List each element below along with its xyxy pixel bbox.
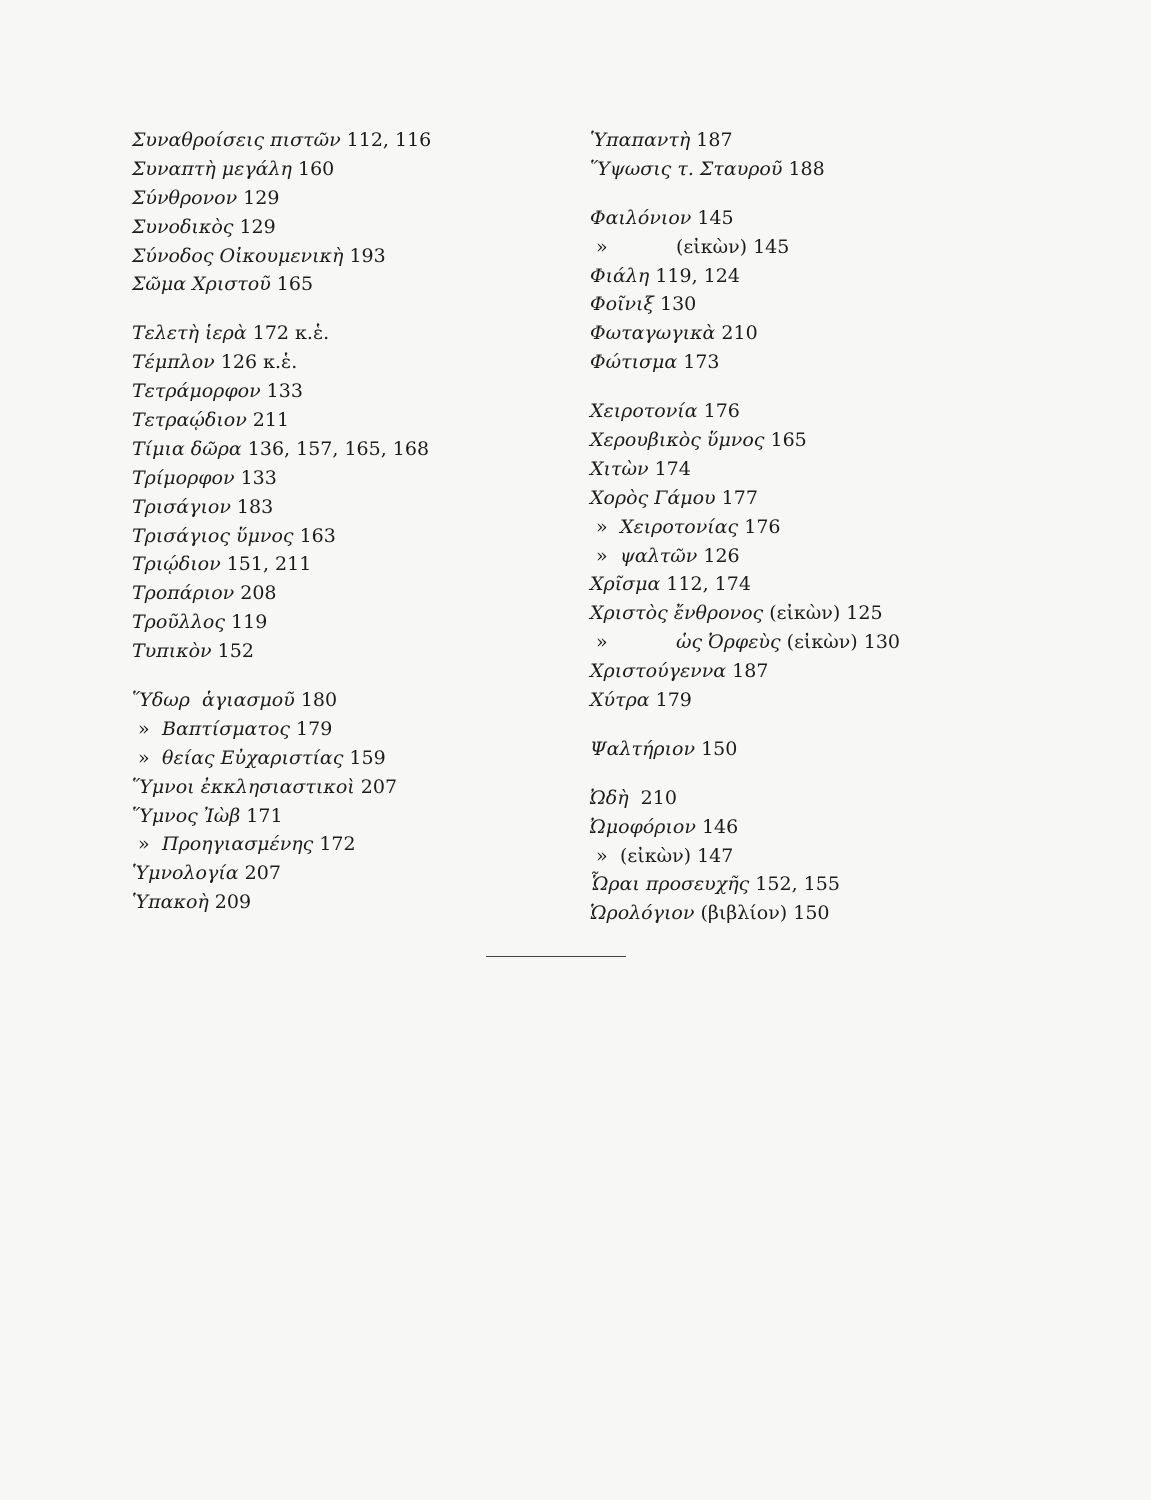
index-entry (132, 155, 552, 184)
page-references: 177 (715, 486, 758, 509)
index-term: ψαλτῶν (620, 544, 698, 567)
index-term: Σῶμα Χριστοῦ (132, 273, 271, 296)
index-term: Τρίμορφον (132, 466, 235, 489)
index-entry (590, 484, 1050, 513)
page-references: 119, 124 (649, 264, 740, 287)
page-references: 211 (246, 409, 290, 432)
page-references: 129 (233, 215, 276, 238)
index-entry (132, 608, 552, 637)
index-term: ὡς Ὀρφεὺς (676, 631, 781, 654)
page-references: 165 (270, 273, 314, 296)
index-term: Τέμπλον (132, 351, 215, 374)
index-entry (590, 233, 1050, 262)
index-term: Σύνοδος Οἰκουμενικὴ (132, 244, 344, 267)
index-term: Προηγιασμένης (162, 833, 314, 856)
index-term: Χριστὸς ἔνθρονος (590, 602, 764, 625)
page-references: 193 (343, 244, 386, 267)
index-term: Τρισάγιον (132, 495, 231, 518)
index-entry (590, 542, 1050, 571)
index-term: Ὠδὴ (590, 786, 629, 809)
page-references: 173 (677, 351, 720, 374)
index-term: Χρῖσμα (590, 573, 661, 596)
page-references: 174 (648, 457, 691, 480)
page-references: 152, 155 (749, 873, 840, 896)
index-term: Χορὸς Γάμου (590, 486, 716, 509)
page-references: 176 (738, 515, 781, 538)
index-entry (132, 406, 552, 435)
index-entry (132, 888, 552, 917)
page-references: 208 (234, 582, 277, 605)
index-entry (590, 686, 1050, 715)
index-entry (590, 262, 1050, 291)
index-term: Ψαλτήριον (590, 737, 696, 760)
index-term: θείας Εὐχαριστίας (162, 746, 344, 769)
index-term: Ὕμνος Ἰὼβ (132, 804, 241, 827)
page-references: (εἰκὼν) 130 (780, 631, 901, 654)
page-references: 130 (653, 293, 697, 316)
index-entry (132, 435, 552, 464)
index-term: Φαιλόνιον (590, 206, 692, 229)
index-entry (132, 773, 552, 802)
ditto-mark: » (596, 544, 608, 567)
index-term: Τροπάριον (132, 582, 235, 605)
index-term: Φιάλη (590, 264, 650, 287)
index-entry (590, 455, 1050, 484)
index-entry (132, 802, 552, 831)
index-entry (132, 319, 552, 348)
entry-gap (590, 377, 1050, 397)
index-term: Ὕδωρ ἁγιασμοῦ (132, 689, 295, 712)
index-term: Χύτρα (590, 689, 650, 712)
index-entry (132, 744, 552, 773)
page-references: 172 (313, 833, 356, 856)
ditto-mark: » (596, 844, 608, 867)
page-references: 129 (237, 186, 280, 209)
index-entry (590, 348, 1050, 377)
index-term: Φώτισμα (590, 351, 678, 374)
index-entry (590, 735, 1050, 764)
index-term: Συναθροίσεις πιστῶν (132, 129, 341, 151)
ditto-mark: » (596, 631, 608, 654)
index-entry (132, 715, 552, 744)
index-term: Τυπικὸν (132, 640, 212, 663)
index-term: Τετραῴδιον (132, 409, 247, 432)
index-entry (590, 899, 1050, 928)
page-references: 160 (291, 157, 335, 180)
index-term: Χερουβικὸς ὕμνος (590, 429, 765, 452)
entry-gap (132, 299, 552, 319)
page-references: 119 (225, 611, 268, 634)
index-entry (132, 464, 552, 493)
index-entry (590, 842, 1050, 871)
page-references: (εἰκὼν) 125 (763, 602, 883, 625)
entry-gap (590, 764, 1050, 784)
ditto-mark: » (596, 235, 608, 258)
index-term: Συνοδικὸς (132, 215, 234, 238)
page-references: 187 (690, 129, 733, 151)
index-term: Χιτὼν (590, 457, 649, 480)
index-entry (590, 397, 1050, 426)
page-references: 133 (234, 466, 277, 489)
page-references: 180 (294, 689, 338, 712)
page-references: 172 κ.ἑ. (246, 322, 330, 345)
index-entry (132, 493, 552, 522)
page-references: 133 (260, 380, 303, 403)
index-entry (590, 599, 1050, 628)
page-references: 151, 211 (220, 553, 312, 576)
entry-gap (132, 666, 552, 686)
index-entry (590, 426, 1050, 455)
index-term: Τροῦλλος (132, 611, 225, 634)
page-references: 187 (726, 660, 769, 683)
index-entry (132, 242, 552, 271)
index-entry (590, 319, 1050, 348)
index-entry (590, 204, 1050, 233)
page-references: (εἰκὼν) 147 (620, 844, 734, 867)
index-entry (590, 155, 1050, 184)
page-references: 150 (695, 737, 738, 760)
index-term: Ὕψωσις τ. Σταυροῦ (590, 157, 783, 180)
index-entry (132, 270, 552, 299)
index-entry (590, 628, 1050, 657)
page-references: 179 (649, 689, 692, 712)
index-term: Σύνθρονον (132, 186, 238, 209)
page-references: (βιβλίον) 150 (694, 902, 830, 925)
index-entry (132, 348, 552, 377)
index-term: Χειροτονίας (620, 515, 739, 538)
page-references: 112, 116 (340, 129, 432, 151)
page-references: 159 (343, 746, 386, 769)
entry-gap (590, 184, 1050, 204)
index-entry (132, 550, 552, 579)
page-references: 207 (354, 775, 398, 798)
ditto-mark: » (138, 717, 150, 740)
page-references: 145 (691, 206, 734, 229)
index-term: Τρισάγιος ὕμνος (132, 524, 294, 547)
index-term: Συναπτὴ μεγάλη (132, 157, 292, 180)
ditto-mark: » (596, 515, 608, 538)
page-references: 171 (240, 804, 283, 827)
entry-gap (590, 715, 1050, 735)
index-entry (132, 859, 552, 888)
index-entry (590, 290, 1050, 319)
index-entry (590, 126, 1050, 155)
ditto-mark: » (138, 746, 150, 769)
page-references: (εἰκὼν) 145 (676, 235, 790, 258)
page-references: 210 (628, 786, 677, 809)
index-entry (132, 213, 552, 242)
index-entry (132, 522, 552, 551)
index-term: Τίμια δῶρα (132, 437, 242, 460)
index-entry (590, 657, 1050, 686)
index-term: Τριῴδιον (132, 553, 221, 576)
page-references: 176 (697, 400, 740, 423)
page-references: 210 (715, 322, 758, 345)
index-column-left (132, 126, 552, 917)
page-references: 126 (697, 544, 740, 567)
index-term: Χειροτονία (590, 400, 698, 423)
index-entry (590, 570, 1050, 599)
page-references: 136, 157, 165, 168 (241, 437, 430, 460)
page-references: 179 (289, 717, 333, 740)
index-entry (590, 870, 1050, 899)
index-term: Ὑμνολογία (132, 862, 239, 885)
page-references: 188 (782, 157, 825, 180)
page-references: 207 (238, 862, 281, 885)
index-column-right (590, 126, 1050, 928)
index-term: Φωταγωγικὰ (590, 322, 716, 345)
index-term: Τελετὴ ἱερὰ (132, 322, 247, 345)
page-references: 152 (211, 640, 254, 663)
end-rule (486, 956, 626, 957)
index-term: Ὑπαπαντὴ (590, 129, 691, 151)
page-references: 165 (764, 429, 807, 452)
index-entry (590, 813, 1050, 842)
page-references: 146 (695, 815, 739, 838)
ditto-mark: » (138, 833, 150, 856)
index-term: Ὑπακοὴ (132, 891, 209, 914)
page-references: 163 (293, 524, 336, 547)
index-entry (132, 184, 552, 213)
index-entry (590, 513, 1050, 542)
index-term: Τετράμορφον (132, 380, 261, 403)
index-entry (132, 830, 552, 859)
page-references: 209 (208, 891, 252, 914)
index-term: Ὡρολόγιον (590, 902, 695, 925)
index-term: Ὕμνοι ἐκκλησιαστικοὶ (132, 775, 355, 798)
index-entry (132, 686, 552, 715)
index-term: Φοῖνιξ (590, 293, 654, 316)
page-references: 112, 174 (660, 573, 751, 596)
page-references: 183 (230, 495, 274, 518)
index-entry (132, 126, 552, 155)
index-term: Χριστούγεννα (590, 660, 727, 683)
index-entry (132, 579, 552, 608)
page-references: 126 κ.ἑ. (214, 351, 298, 374)
index-term: Ὧραι προσευχῆς (590, 873, 750, 896)
index-term: Βαπτίσματος (162, 717, 290, 740)
index-entry (132, 377, 552, 406)
index-entry (132, 637, 552, 666)
index-entry (590, 784, 1050, 813)
index-term: Ὠμοφόριον (590, 815, 696, 838)
